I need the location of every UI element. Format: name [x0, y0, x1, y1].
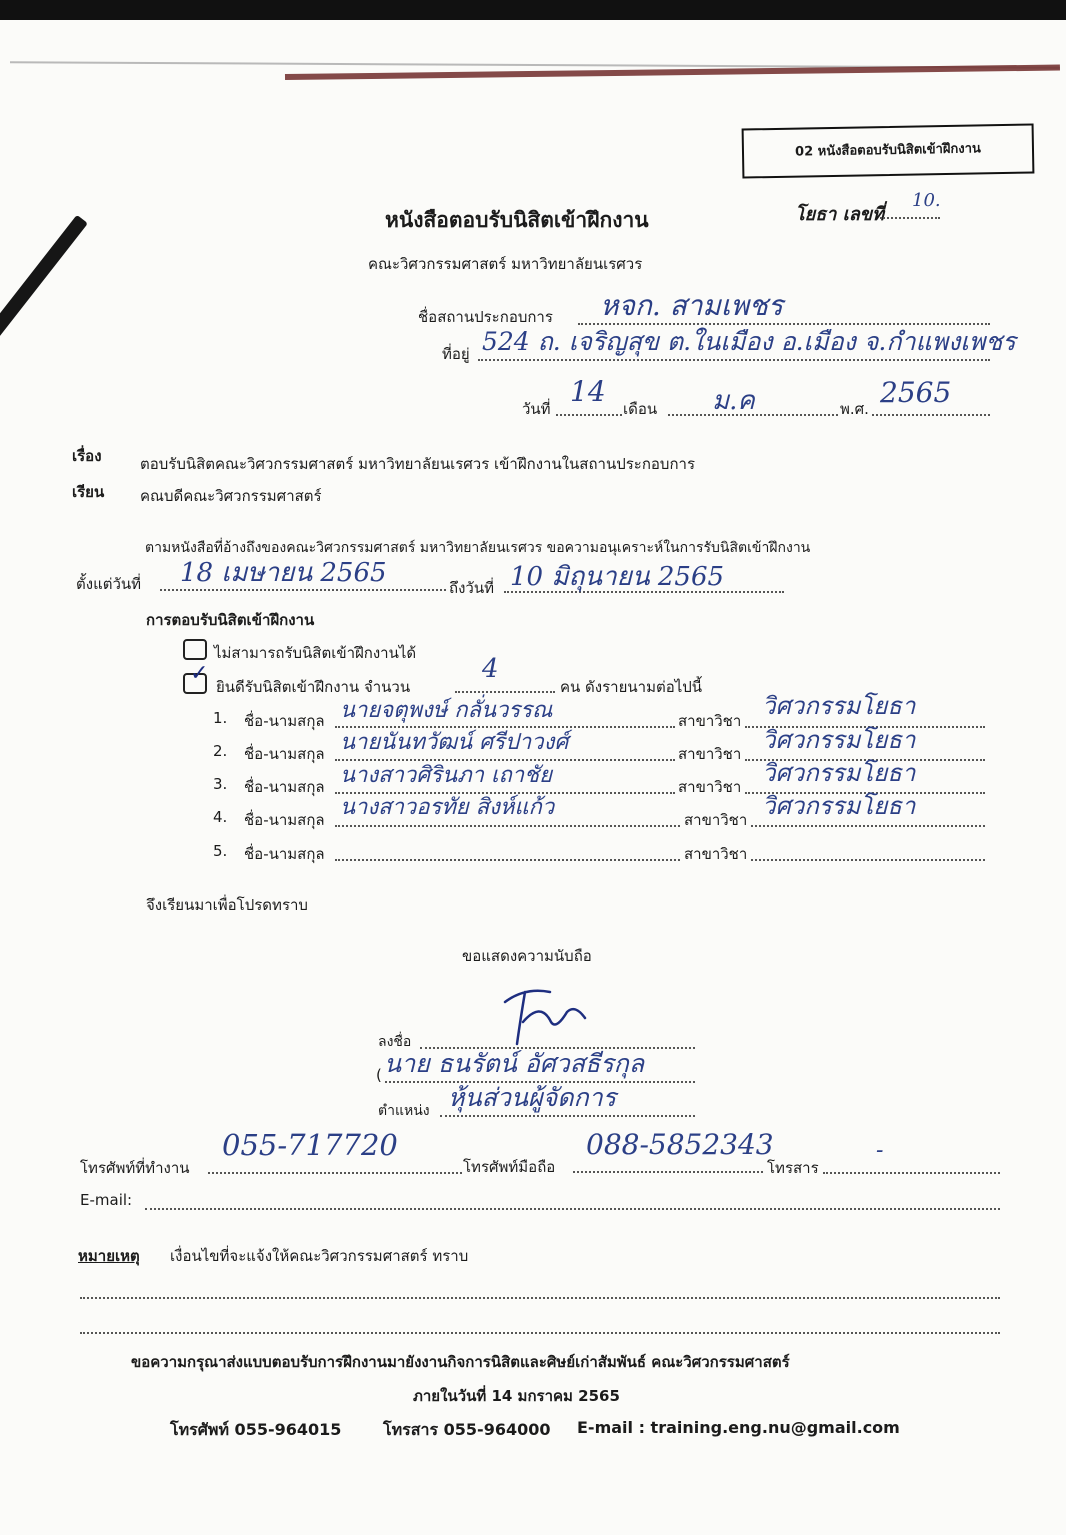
to-date-label: ถึงวันที่ [449, 579, 494, 597]
to-date-value: 10 มิถุนายน 2565 [510, 562, 725, 592]
student-major-label: สาขาวิชา [684, 845, 748, 863]
binding-strip [285, 65, 1060, 80]
office-phone-value: 055-717720 [222, 1128, 398, 1162]
date-year-label: พ.ศ. [840, 400, 869, 418]
address-value: 524 ถ. เจริญสุข ต.ในเมือง อ.เมือง จ.กำแพงเพชร [482, 327, 1016, 356]
position-label: ตำแหน่ง [378, 1103, 430, 1119]
student-major-label: สาขาวิชา [684, 811, 748, 829]
from-date-value: 18 เมษายน 2565 [180, 558, 387, 588]
marker-stroke [0, 215, 88, 365]
acceptance-heading: การตอบรับนิสิตเข้าฝึกงาน [146, 611, 315, 629]
date-day-value: 14 [570, 375, 606, 408]
student-name-label: ชื่อ-นามสกุล [244, 712, 325, 730]
document-subtitle: คณะวิศวกรรมศาสตร์ มหาวิทยาลัยนเรศวร [368, 255, 643, 273]
student-no: 2. [213, 742, 228, 760]
date-year-value: 2565 [880, 376, 952, 409]
student-name-label: ชื่อ-นามสกุล [244, 745, 325, 763]
student-no: 5. [213, 842, 228, 860]
footer-email: E-mail : training.eng.nu@gmail.com [577, 1418, 900, 1437]
address-label: ที่อยู่ [442, 345, 470, 363]
note-label: หมายเหตุ [78, 1247, 140, 1265]
accept-option-label: ยินดีรับนิสิตเข้าฝึกงาน จำนวน [216, 678, 411, 696]
signature-mark [495, 982, 590, 1052]
student-no: 1. [213, 709, 228, 727]
signature-label: ลงชื่อ [378, 1034, 412, 1050]
student-major: วิศวกรรมโยธา [762, 726, 916, 754]
student-no: 3. [213, 775, 228, 793]
closing-text: จึงเรียนมาเพื่อโปรดทราบ [146, 896, 308, 914]
signer-name: นาย ธนรัตน์ อัศวสธีรกุล [384, 1049, 645, 1078]
scan-top-border [0, 0, 1066, 20]
signer-name-paren: ( [376, 1066, 382, 1084]
student-major-label: สาขาวิชา [678, 712, 742, 730]
mobile-phone-label: โทรศัพท์มือถือ [463, 1158, 556, 1176]
count-suffix: คน ดังรายนามต่อไปนี้ [560, 678, 703, 696]
reject-checkbox[interactable] [183, 639, 207, 660]
student-name: นางสาวอรทัย สิงห์แก้ว [340, 795, 555, 820]
date-month-value: ม.ค [712, 386, 755, 416]
form-code: 02 หนังสือตอบรับนิสิตเข้าฝึกงาน [794, 141, 982, 160]
mobile-phone-value: 088-5852343 [586, 1128, 774, 1161]
to-label: เรียน [72, 483, 105, 501]
student-major: วิศวกรรมโยธา [762, 759, 916, 787]
position-value: หุ้นส่วนผู้จัดการ [448, 1083, 617, 1112]
student-major-label: สาขาวิชา [678, 778, 742, 796]
fax-label: โทรสาร [767, 1159, 819, 1177]
student-name-label: ชื่อ-นามสกุล [244, 845, 325, 863]
from-date-label: ตั้งแต่วันที่ [76, 575, 142, 593]
student-no: 4. [213, 808, 228, 826]
subject-label: เรื่อง [72, 447, 102, 465]
student-count-value: 4 [482, 654, 499, 684]
student-name: นายนันทวัฒน์ ศรีปาวงศ์ [340, 730, 569, 755]
student-name-label: ชื่อ-นามสกุล [244, 778, 325, 796]
company-label: ชื่อสถานประกอบการ [418, 308, 553, 326]
student-major-label: สาขาวิชา [678, 745, 742, 763]
to-text: คณบดีคณะวิศวกรรมศาสตร์ [140, 487, 322, 505]
student-major: วิศวกรรมโยธา [762, 692, 916, 720]
student-name-label: ชื่อ-นามสกุล [244, 811, 325, 829]
regards-text: ขอแสดงความนับถือ [462, 947, 592, 965]
form-code-box [742, 123, 1035, 178]
document-title: หนังสือตอบรับนิสิตเข้าฝึกงาน [385, 208, 649, 232]
office-phone-label: โทรศัพท์ที่ทำงาน [80, 1159, 190, 1177]
program-no-value: 10. [912, 190, 941, 211]
subject-text: ตอบรับนิสิตคณะวิศวกรรมศาสตร์ มหาวิทยาลัยนเรศวร เข้าฝึกงานในสถานประกอบการ [140, 455, 696, 473]
reject-option-label: ไม่สามารถรับนิสิตเข้าฝึกงานได้ [214, 644, 417, 662]
note-text: เงื่อนไขที่จะแจ้งให้คณะวิศวกรรมศาสตร์ ทราบ [170, 1247, 469, 1265]
fax-value: - [876, 1138, 884, 1163]
email-label: E-mail: [80, 1191, 133, 1209]
footer-instruction: ขอความกรุณาส่งแบบตอบรับการฝึกงานมายังงานกิจการนิสิตและศิษย์เก่าสัมพันธ์ คณะวิศวกรรมศาสตร์ [131, 1353, 790, 1371]
body-text: ตามหนังสือที่อ้างถึงของคณะวิศวกรรมศาสตร์ มหาวิทยาลัยนเรศวร ขอความอนุเคราะห์ในการรับนิสิตเข้าฝึกงาน [145, 540, 811, 556]
program-no-label: โยธา เลขที่ [795, 204, 884, 225]
check-mark-icon: ✓ [190, 661, 209, 686]
student-name: นายจตุพงษ์ กลั่นวรรณ [340, 698, 553, 723]
student-name: นางสาวศิรินภา เถาชัย [340, 763, 552, 788]
company-value: หจก. สามเพชร [600, 289, 783, 322]
footer-deadline: ภายในวันที่ 14 มกราคม 2565 [413, 1387, 620, 1405]
date-day-label: วันที่ [522, 400, 551, 418]
student-major: วิศวกรรมโยธา [762, 792, 916, 820]
footer-phone: โทรศัพท์ 055-964015 [170, 1420, 342, 1439]
date-month-label: เดือน [623, 400, 658, 418]
footer-fax: โทรสาร 055-964000 [383, 1420, 551, 1439]
